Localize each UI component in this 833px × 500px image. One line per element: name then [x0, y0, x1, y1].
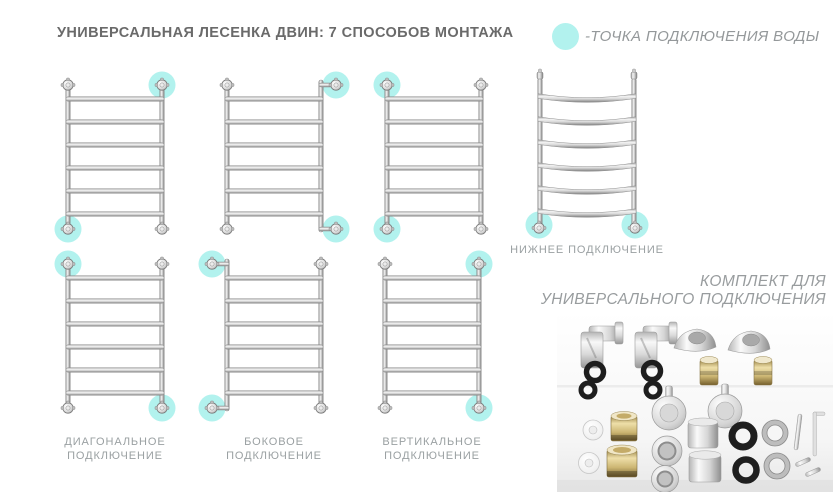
ladder-rung: [383, 276, 481, 281]
ladder-rung: [383, 345, 481, 350]
white-plug-icon: [583, 420, 603, 440]
ladder-rung: [66, 299, 164, 304]
ladder-rung: [66, 322, 164, 327]
fitting-icon: [378, 257, 392, 269]
fitting-icon: [155, 222, 169, 234]
ladder-rail: [319, 80, 323, 232]
ladder-rung: [385, 189, 483, 194]
ladder-svg: [522, 70, 652, 240]
fitting-icon: [220, 222, 234, 234]
ladder-rung: [66, 212, 164, 217]
ladder-rung: [538, 117, 636, 126]
diagram-vertical-left-variant: [359, 72, 509, 242]
ladder-rung: [66, 166, 164, 171]
ladder-rail: [66, 259, 70, 411]
fitting-icon: [378, 401, 392, 413]
ladder-rung: [383, 368, 481, 373]
kit-photo: [557, 312, 833, 492]
ladder-rail: [225, 80, 229, 232]
ladder-svg: [209, 251, 339, 421]
ladder-rung: [66, 120, 164, 125]
ladder-rung: [385, 166, 483, 171]
diagram-label: ВЕРТИКАЛЬНОЕ ПОДКЛЮЧЕНИЕ: [382, 436, 482, 462]
ladder-svg: [209, 72, 339, 242]
legend-label: -ТОЧКА ПОДКЛЮЧЕНИЯ ВОДЫ: [585, 28, 820, 45]
ladder-rung: [538, 186, 636, 195]
water-point-dot: [552, 23, 579, 50]
ladder-rung: [383, 299, 481, 304]
ladder-rung: [225, 391, 323, 396]
chrome-cup-icon: [652, 436, 682, 466]
ladder-svg: [50, 251, 180, 421]
ladder-rung: [66, 189, 164, 194]
chrome-cup-icon: [652, 466, 679, 493]
ladder-rung: [225, 120, 323, 125]
fitting-icon: [474, 222, 488, 234]
ladder-rung: [225, 97, 323, 102]
diagram-label: БОКОВОЕ ПОДКЛЮЧЕНИЕ: [226, 436, 322, 462]
ladder-rung: [225, 299, 323, 304]
ladder-rung: [225, 276, 323, 281]
ladder-rung: [383, 391, 481, 396]
diagram-label: ДИАГОНАЛЬНОЕ ПОДКЛЮЧЕНИЕ: [64, 436, 166, 462]
kit-title-line1: КОМПЛЕКТ ДЛЯ: [700, 273, 826, 290]
ladder-rung: [225, 166, 323, 171]
ladder-rung: [385, 97, 483, 102]
rail-cap: [537, 72, 543, 79]
ladder-rail: [538, 78, 542, 230]
ladder-rung: [385, 212, 483, 217]
ladder-rail: [632, 78, 636, 230]
ladder-rung: [538, 94, 636, 103]
ladder-rung: [225, 345, 323, 350]
ladder-rung: [66, 143, 164, 148]
ladder-rung: [66, 391, 164, 396]
ladder-rail: [225, 259, 229, 411]
ladder-rung: [385, 120, 483, 125]
ladder-rung: [66, 368, 164, 373]
ladder-rail: [385, 80, 389, 232]
ladder-rung: [225, 212, 323, 217]
kit-title: [541, 273, 826, 308]
fitting-icon: [155, 257, 169, 269]
ladder-rung: [538, 140, 636, 149]
ladder-rail: [66, 80, 70, 232]
fitting-icon: [220, 78, 234, 90]
ladder-rail: [477, 259, 481, 411]
diagram-side-right-variant: [199, 72, 349, 242]
ladder-rung: [225, 189, 323, 194]
brass-nipple-icon: [700, 357, 718, 386]
page-title: УНИВЕРСАЛЬНАЯ ЛЕСЕНКА ДВИН: 7 СПОСОБОВ МОНТАЖА: [57, 25, 514, 41]
ladder-rung: [66, 345, 164, 350]
ladder-rung: [538, 163, 636, 172]
fitting-icon: [61, 78, 75, 90]
ladder-rung: [66, 276, 164, 281]
white-plug-icon: [579, 453, 600, 474]
brass-bushing-icon: [607, 445, 637, 477]
fitting-icon: [314, 257, 328, 269]
fitting-icon: [314, 401, 328, 413]
ladder-rung: [385, 143, 483, 148]
diagram-bottom-connection: [505, 70, 669, 257]
diagram-diagonal-connection: [40, 251, 190, 463]
fitting-icon: [61, 401, 75, 413]
chrome-cylinder-icon: [689, 451, 721, 482]
brass-bushing-icon: [611, 412, 637, 442]
ladder-rail: [160, 259, 164, 411]
ladder-svg: [367, 251, 497, 421]
chrome-cylinder-icon: [688, 418, 718, 448]
ladder-rung: [225, 143, 323, 148]
diagram-label: НИЖНЕЕ ПОДКЛЮЧЕНИЕ: [510, 244, 664, 256]
rail-cap: [631, 72, 637, 79]
kit-title-line2: УНИВЕРСАЛЬНОГО ПОДКЛЮЧЕНИЯ: [540, 290, 826, 308]
fitting-icon: [474, 78, 488, 90]
diagram-diagonal-right-variant: [40, 72, 190, 242]
ladder-rung: [383, 322, 481, 327]
ladder-rail: [319, 259, 323, 411]
diagram-vertical-connection: [357, 251, 507, 463]
ladder-svg: [50, 72, 180, 242]
ladder-rung: [66, 97, 164, 102]
ladder-rail: [479, 80, 483, 232]
ladder-svg: [369, 72, 499, 242]
ladder-rung: [225, 322, 323, 327]
ladder-rung: [225, 368, 323, 373]
ladder-rung: [538, 209, 636, 218]
diagram-side-connection: [199, 251, 349, 463]
ladder-rail: [383, 259, 387, 411]
brass-nipple-icon: [754, 357, 772, 386]
ladder-rail: [160, 80, 164, 232]
